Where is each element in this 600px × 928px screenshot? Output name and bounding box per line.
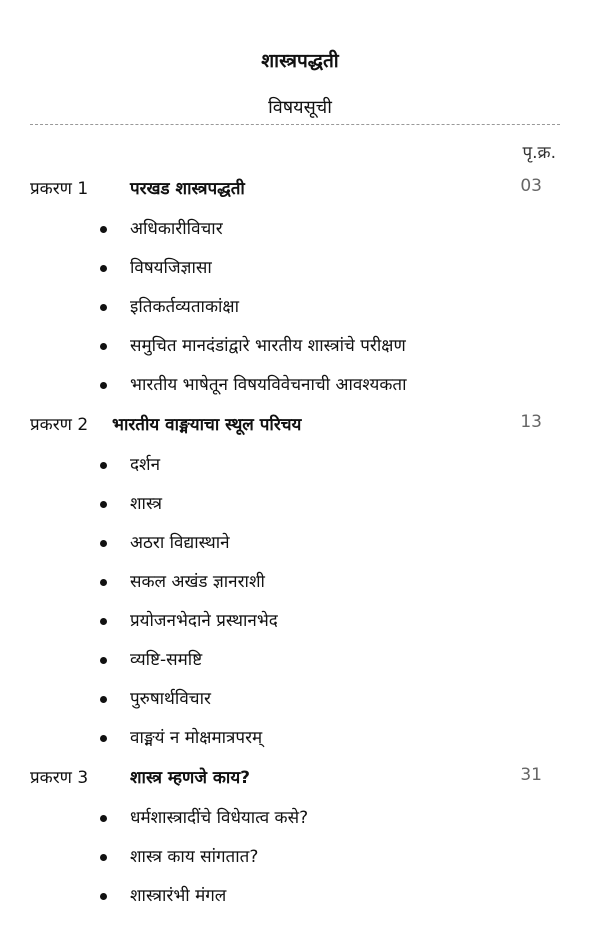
bullet-icon xyxy=(100,304,107,311)
chapter-label: प्रकरण 1 xyxy=(30,179,89,199)
chapter-1-items xyxy=(100,216,540,411)
list-item xyxy=(100,569,540,608)
bullet-icon xyxy=(100,657,107,664)
bullet-icon xyxy=(100,696,107,703)
list-item-text: व्यष्टि-समष्टि xyxy=(130,650,203,670)
chapter-page: 13 xyxy=(520,412,542,432)
bullet-icon xyxy=(100,265,107,272)
document-subtitle: विषयसूची xyxy=(268,97,332,118)
list-item xyxy=(100,647,540,686)
chapter-title: परखड शास्त्रपद्धती xyxy=(130,179,245,199)
list-item xyxy=(100,255,540,294)
list-item xyxy=(100,491,540,530)
list-item xyxy=(100,725,540,764)
list-item-text: इतिकर्तव्यताकांक्षा xyxy=(130,297,240,317)
divider-rule xyxy=(30,124,560,125)
chapter-page: 03 xyxy=(520,176,542,196)
list-item xyxy=(100,333,540,372)
bullet-icon xyxy=(100,343,107,350)
list-item-text: समुचित मानदंडांद्वारे भारतीय शास्त्रांचे परीक्षण xyxy=(130,336,406,356)
bullet-icon xyxy=(100,462,107,469)
chapter-2-items xyxy=(100,452,540,764)
bullet-icon xyxy=(100,893,107,900)
bullet-icon xyxy=(100,618,107,625)
list-item-text: सकल अखंड ज्ञानराशी xyxy=(130,572,265,592)
list-item-text: वाङ्मयं न मोक्षमात्रपरम् xyxy=(130,728,263,748)
list-item-text: धर्मशास्त्रादींचे विधेयात्व कसे? xyxy=(130,808,309,828)
bullet-icon xyxy=(100,540,107,547)
list-item-text: अठरा विद्यास्थाने xyxy=(130,533,230,553)
list-item xyxy=(100,216,540,255)
list-item xyxy=(100,608,540,647)
bullet-icon xyxy=(100,579,107,586)
bullet-icon xyxy=(100,815,107,822)
list-item xyxy=(100,883,540,922)
list-item xyxy=(100,372,540,411)
bullet-icon xyxy=(100,382,107,389)
document-title: शास्त्रपद्धती xyxy=(261,50,339,72)
list-item xyxy=(100,844,540,883)
chapter-label: प्रकरण 2 xyxy=(30,415,89,435)
chapter-label: प्रकरण 3 xyxy=(30,768,89,788)
chapter-title: शास्त्र म्हणजे काय? xyxy=(130,768,251,788)
list-item-text: शास्त्र xyxy=(130,494,162,514)
list-item xyxy=(100,294,540,333)
chapter-title: भारतीय वाङ्मयाचा स्थूल परिचय xyxy=(112,415,302,435)
chapter-page: 31 xyxy=(520,765,542,785)
list-item-text: विषयजिज्ञासा xyxy=(130,258,212,278)
bullet-icon xyxy=(100,735,107,742)
page-column-label: पृ.क्र. xyxy=(522,143,556,163)
list-item-text: शास्त्रारंभी मंगल xyxy=(130,886,227,906)
list-item-text: पुरुषार्थविचार xyxy=(130,689,211,709)
bullet-icon xyxy=(100,854,107,861)
list-item xyxy=(100,452,540,491)
bullet-icon xyxy=(100,501,107,508)
list-item-text: भारतीय भाषेतून विषयविवेचनाची आवश्यकता xyxy=(130,375,407,395)
list-item xyxy=(100,530,540,569)
list-item-text: दर्शन xyxy=(130,455,161,475)
chapter-3-items xyxy=(100,805,540,922)
list-item-text: प्रयोजनभेदाने प्रस्थानभेद xyxy=(130,611,278,631)
list-item-text: शास्त्र काय सांगतात? xyxy=(130,847,259,867)
list-item-text: अधिकारीविचार xyxy=(130,219,223,239)
list-item xyxy=(100,805,540,844)
list-item xyxy=(100,686,540,725)
bullet-icon xyxy=(100,226,107,233)
